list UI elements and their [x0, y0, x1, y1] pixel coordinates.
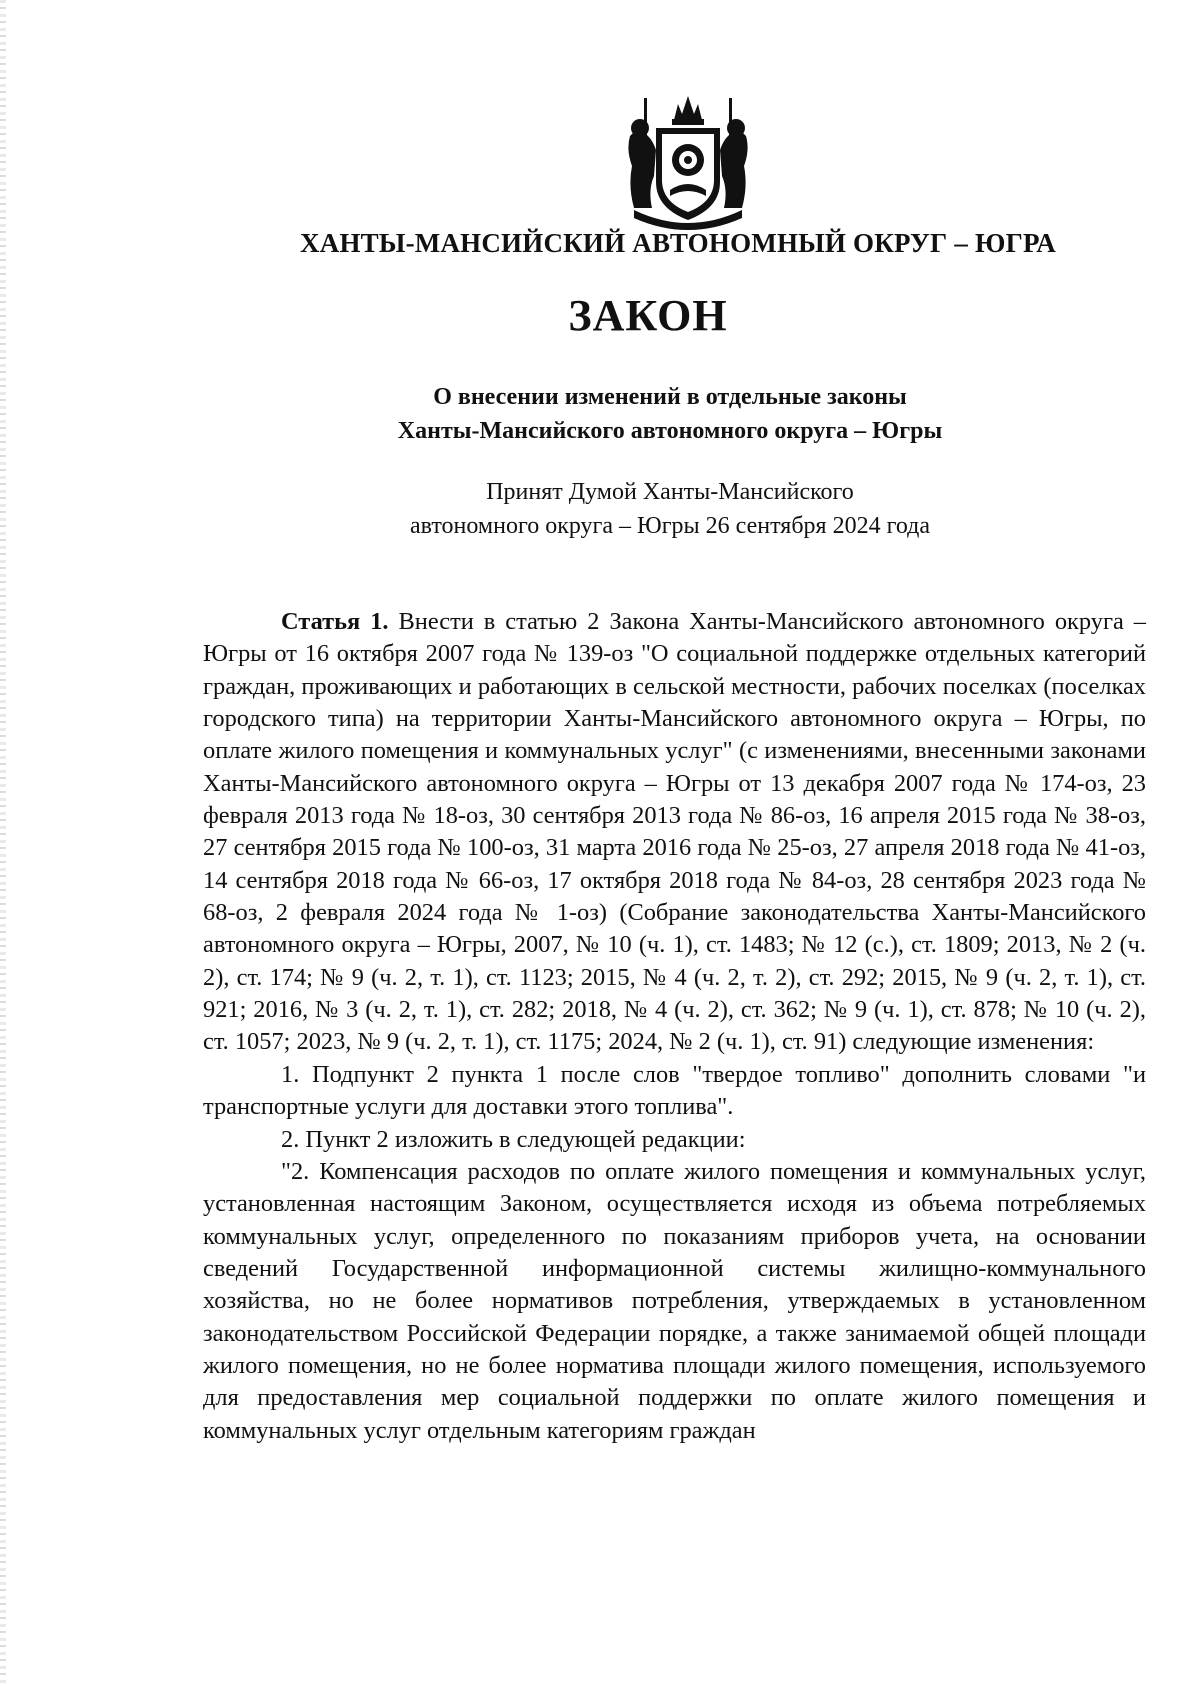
article-1 — [203, 606, 1146, 1447]
adoption-note — [300, 475, 1040, 543]
article-1-heading: Статья 1. — [281, 608, 389, 635]
adoption-note-line-1: Принят Думой Ханты-Мансийского — [486, 479, 854, 505]
region-name: ХАНТЫ-МАНСИЙСКИЙ АВТОНОМНЫЙ ОКРУГ – ЮГРА — [300, 228, 1056, 258]
document-type: ЗАКОН — [568, 291, 728, 340]
law-subject-line-1: О внесении изменений в отдельные законы — [433, 384, 907, 410]
law-subject — [300, 380, 1040, 448]
article-1-item-2-text: "2. Компенсация расходов по оплате жилого помещения и коммунальных услуг, установленная настоящим Законом, осуществляется исходя из объема потребляемых коммунальных услуг, определенного по показаниям приборов учета, на основании сведений Государственной информационной системы жилищно-коммунального хозяйства, но не более нормативов потребления, утверждаемых в установленном законодательством Российской Федерации порядке, а также занимаемой общей площади жилого помещения, но не более норматива площади жилого помещения, используемого для предоставления мер социальной поддержки по оплате жилого помещения и коммунальных услуг отдельным категориям граждан — [203, 1157, 1146, 1444]
article-1-item-1: 1. Подпункт 2 пункта 1 после слов "твердое топливо" дополнить словами "и транспортные услуги для доставки этого топлива". — [203, 1060, 1146, 1121]
article-1-item-2: 2. Пункт 2 изложить в следующей редакции: — [281, 1125, 746, 1153]
article-1-intro — [203, 606, 1146, 1059]
coat-of-arms-icon — [622, 90, 754, 235]
law-subject-line-2: Ханты-Мансийского автономного округа – Югры — [397, 418, 943, 444]
adoption-note-line-2: автономного округа – Югры 26 сентября 2024 года — [409, 513, 931, 539]
article-1-intro-text: Внести в статью 2 Закона Ханты-Мансийского автономного округа – Югры от 16 октября 2007 года № 139-оз "О социальной поддержке отдельных категорий граждан, проживающих и работающих в сельской местности, рабочих поселках (поселках городского типа) на территории Ханты-Мансийского автономного округа – Югры, по оплате жилого помещения и коммунальных услуг" (с изменениями, внесенными законами Ханты-Мансийского автономного округа – Югры от 13 декабря 2007 года № 174-оз, 23 февраля 2013 года № 18-оз, 30 сентября 2013 года № 86-оз, 16 апреля 2015 года № 38-оз, 27 сентября 2015 года № 100-оз, 31 марта 2016 года № 25-оз, 27 апреля 2018 года № 41-оз, 14 сентября 2018 года № 66-оз, 17 октября 2018 года № 84-оз, 28 сентября 2023 года № 68-оз, 2 февраля 2024 года № 1-оз) (Собрание законодательства Ханты-Мансийского автономного округа – Югры, 2007, № 10 (ч. 1), ст. 1483; № 12 (с.), ст. 1809; 2013, № 2 (ч. 2), ст. 174; № 9 (ч. 2, т. 1), ст. 1123; 2015, № 4 (ч. 2, т. 2), ст. 292; 2015, № 9 (ч. 2, т. 1), ст. 921; 2016, № 3 (ч. 2, т. 1), ст. 282; 2018, № 4 (ч. 2), ст. 362; № 9 (ч. 1), ст. 878; № 10 (ч. 2), ст. 1057; 2023, № 9 (ч. 2, т. 1), ст. 1175; 2024, № 2 (ч. 1), ст. 91) следующие изменения: — [203, 608, 1146, 1056]
